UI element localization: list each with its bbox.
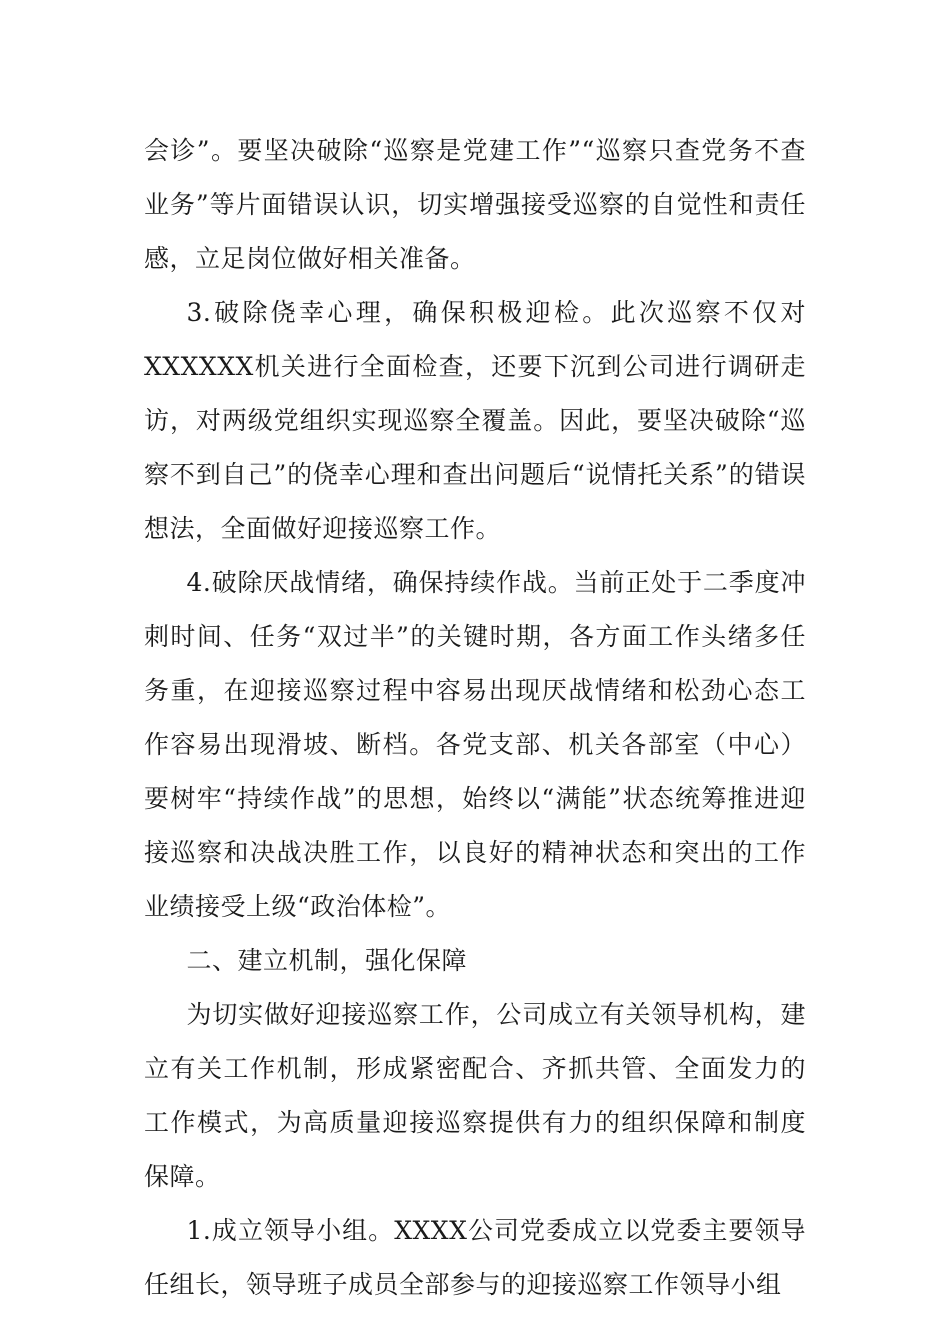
paragraph-section-intro: 为切实做好迎接巡察工作，公司成立有关领导机构，建立有关工作机制，形成紧密配合、齐抓共管、全面发力的工作模式，为高质量迎接巡察提供有力的组织保障和制度保障。 — [144, 1000, 806, 1191]
paragraph-item-1: 1.成立领导小组。XXXX公司党委成立以党委主要领导任组长，领导班子成员全部参与的迎接巡察工作领导小组 — [144, 1216, 806, 1299]
paragraph-continuation: 会诊”。要坚决破除“巡察是党建工作”“巡察只查党务不查业务”等片面错误认识，切实增强接受巡察的自觉性和责任感，立足岗位做好相关准备。 — [144, 136, 806, 273]
section-heading-2: 二、建立机制，强化保障 — [186, 946, 468, 975]
paragraph-item-3: 3.破除侥幸心理，确保积极迎检。此次巡察不仅对XXXXXX机关进行全面检查，还要下沉到公司进行调研走访，对两级党组织实现巡察全覆盖。因此，要坚决破除“巡察不到自己”的侥幸心理和查出问题后“说情托关系”的错误想法，全面做好迎接巡察工作。 — [144, 298, 806, 543]
document-body — [144, 124, 806, 1312]
paragraph-item-4: 4.破除厌战情绪，确保持续作战。当前正处于二季度冲刺时间、任务“双过半”的关键时期，各方面工作头绪多任务重，在迎接巡察过程中容易出现厌战情绪和松劲心态工作容易出现滑坡、断档。各党支部、机关各部室（中心）要树牢“持续作战”的思想，始终以“满能”状态统筹推进迎接巡察和决战决胜工作，以良好的精神状态和突出的工作业绩接受上级“政治体检”。 — [144, 568, 806, 921]
